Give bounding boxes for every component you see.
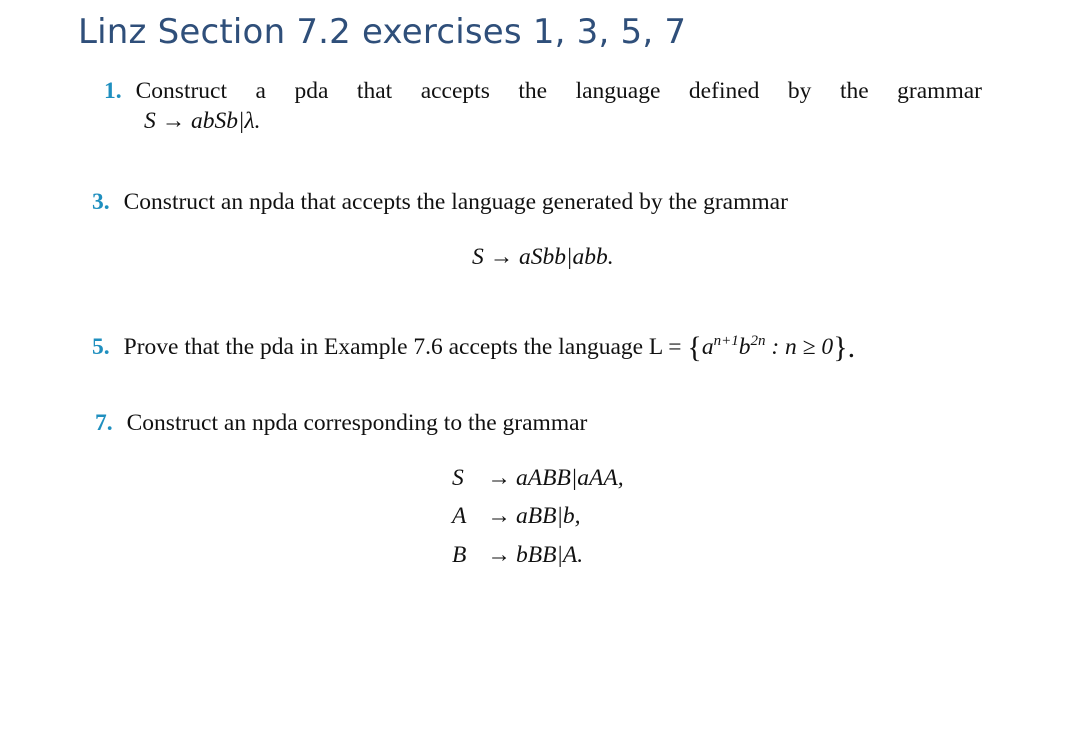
- exercise-number: 7.: [95, 410, 113, 436]
- exercise-text: Construct an npda corresponding to the grammar: [126, 410, 588, 436]
- production-A: [452, 503, 581, 530]
- production-lhs: A: [452, 503, 467, 529]
- exponent-b: 2n: [750, 333, 766, 349]
- language-base-b: b: [738, 334, 751, 360]
- exercise-number: 1.: [104, 78, 122, 104]
- exercise-1-grammar: S → abSb|λ.: [144, 108, 261, 134]
- set-open-brace: {: [687, 331, 702, 364]
- set-condition: : n ≥ 0: [771, 334, 834, 360]
- exercise-text: Construct a pda that accepts the language defined by the grammar: [135, 78, 982, 104]
- set-close-brace: }.: [833, 331, 856, 364]
- production-rhs: aABB|aAA,: [516, 465, 624, 491]
- exercise-1-line: [104, 77, 982, 105]
- exercise-1: [104, 77, 982, 135]
- exercise-number: 5.: [92, 334, 110, 360]
- exercise-number: 3.: [92, 189, 110, 215]
- arrow-icon: →: [487, 542, 511, 568]
- arrow-icon: →: [487, 503, 511, 529]
- production-lhs: S: [452, 465, 464, 491]
- exercise-text: Prove that the pda in Example 7.6 accepts the language L =: [123, 334, 682, 360]
- exercise-3-grammar: S → aSbb|abb.: [472, 244, 614, 270]
- arrow-icon: →: [487, 465, 511, 491]
- production-rhs: bBB|A.: [516, 542, 584, 568]
- language-base-a: a: [701, 334, 714, 360]
- exercise-7: [95, 409, 587, 437]
- production-S: [452, 465, 624, 492]
- exercise-text: Construct an npda that accepts the language generated by the grammar: [123, 189, 788, 215]
- exercise-3: [92, 188, 788, 216]
- production-B: [452, 542, 583, 569]
- exponent-a: n+1: [713, 333, 739, 349]
- page-title: Linz Section 7.2 exercises 1, 3, 5, 7: [78, 12, 687, 52]
- exercise-5: [92, 333, 855, 362]
- production-lhs: B: [452, 542, 467, 568]
- production-rhs: aBB|b,: [516, 503, 581, 529]
